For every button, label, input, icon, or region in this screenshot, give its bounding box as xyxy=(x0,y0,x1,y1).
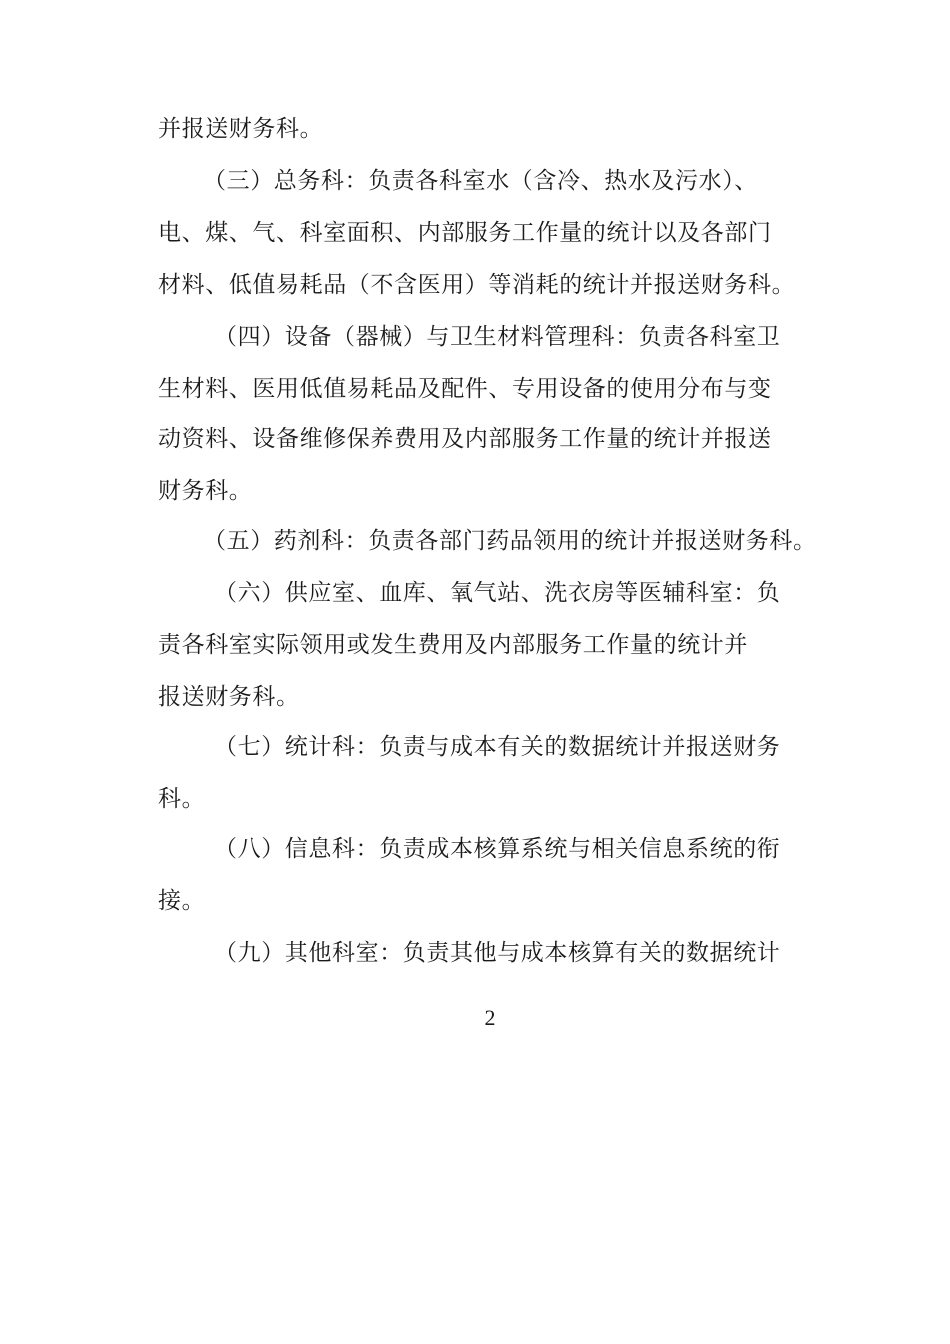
text-line: （九）其他科室：负责其他与成本核算有关的数据统计 xyxy=(214,940,781,966)
text-line: （三）总务科：负责各科室水（含冷、热水及污水）、 xyxy=(203,168,758,194)
text-line: 生材料、医用低值易耗品及配件、专用设备的使用分布与变 xyxy=(158,376,772,402)
text-line: （四）设备（器械）与卫生材料管理科：负责各科室卫 xyxy=(214,324,781,350)
text-line: 材料、低值易耗品（不含医用）等消耗的统计并报送财务科。 xyxy=(158,272,796,298)
text-line: （六）供应室、血库、氧气站、洗衣房等医辅科室：负 xyxy=(214,580,781,606)
text-line: 电、煤、气、科室面积、内部服务工作量的统计以及各部门 xyxy=(158,220,772,246)
text-line: （七）统计科：负责与成本有关的数据统计并报送财务 xyxy=(214,734,781,760)
text-line: 动资料、设备维修保养费用及内部服务工作量的统计并报送 xyxy=(158,426,772,452)
page-number: 2 xyxy=(484,1005,496,1030)
text-line: 接。 xyxy=(158,888,206,914)
text-line: 科。 xyxy=(158,786,206,812)
text-line: （八）信息科：负责成本核算系统与相关信息系统的衔 xyxy=(214,836,781,862)
text-line: 报送财务科。 xyxy=(158,684,300,710)
text-line: 并报送财务科。 xyxy=(158,116,324,142)
text-line: （五）药剂科：负责各部门药品领用的统计并报送财务科。 xyxy=(203,528,817,554)
text-line: 责各科室实际领用或发生费用及内部服务工作量的统计并 xyxy=(158,632,748,658)
text-line: 财务科。 xyxy=(158,478,253,504)
